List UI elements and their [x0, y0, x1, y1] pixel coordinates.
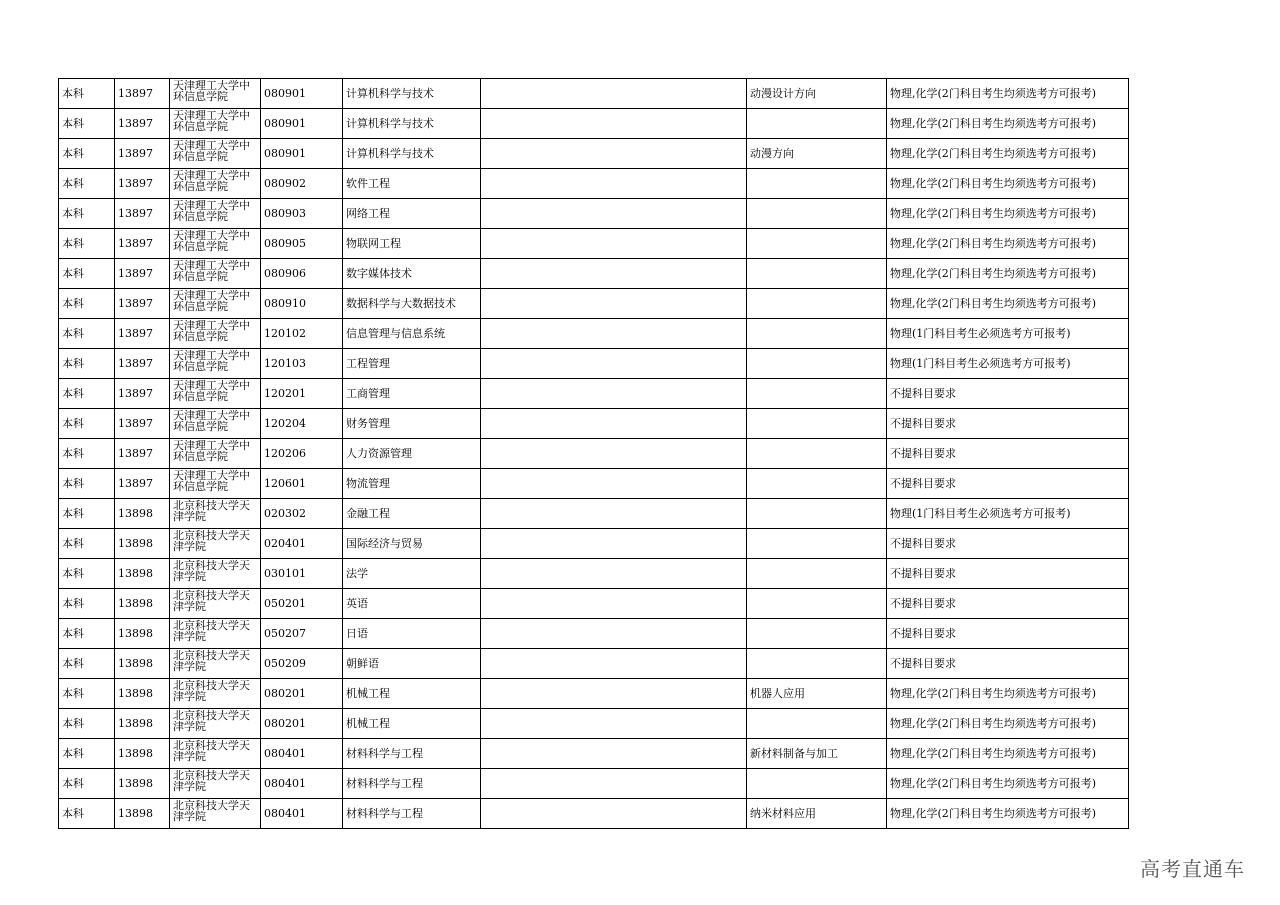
note-cell [481, 619, 747, 649]
major-code-cell: 080401 [261, 739, 343, 769]
direction-cell [747, 169, 887, 199]
school-name-cell: 北京科技大学天津学院 [170, 709, 261, 739]
table-row [59, 769, 1129, 799]
major-name-cell: 国际经济与贸易 [343, 529, 481, 559]
school-code-cell: 13898 [115, 649, 170, 679]
note-cell [481, 79, 747, 109]
major-name-cell: 网络工程 [343, 199, 481, 229]
direction-cell [747, 499, 887, 529]
requirement-cell: 物理,化学(2门科目考生均须选考方可报考) [887, 109, 1129, 139]
requirement-cell: 不提科目要求 [887, 409, 1129, 439]
requirement-cell: 物理,化学(2门科目考生均须选考方可报考) [887, 739, 1129, 769]
level-cell: 本科 [59, 769, 115, 799]
major-name-cell: 工程管理 [343, 349, 481, 379]
requirement-cell: 不提科目要求 [887, 379, 1129, 409]
direction-cell: 动漫设计方向 [747, 79, 887, 109]
note-cell [481, 109, 747, 139]
school-code-cell: 13898 [115, 589, 170, 619]
school-code-cell: 13897 [115, 229, 170, 259]
major-code-cell: 020302 [261, 499, 343, 529]
level-cell: 本科 [59, 679, 115, 709]
note-cell [481, 289, 747, 319]
level-cell: 本科 [59, 229, 115, 259]
school-name-cell: 天津理工大学中环信息学院 [170, 439, 261, 469]
school-code-cell: 13897 [115, 379, 170, 409]
school-name-cell: 天津理工大学中环信息学院 [170, 319, 261, 349]
school-code-cell: 13898 [115, 499, 170, 529]
note-cell [481, 319, 747, 349]
table-row [59, 559, 1129, 589]
note-cell [481, 349, 747, 379]
level-cell: 本科 [59, 559, 115, 589]
major-code-cell: 120102 [261, 319, 343, 349]
table-row [59, 679, 1129, 709]
major-name-cell: 人力资源管理 [343, 439, 481, 469]
level-cell: 本科 [59, 319, 115, 349]
requirement-cell: 物理,化学(2门科目考生均须选考方可报考) [887, 139, 1129, 169]
school-name-cell: 北京科技大学天津学院 [170, 559, 261, 589]
note-cell [481, 649, 747, 679]
note-cell [481, 499, 747, 529]
note-cell [481, 439, 747, 469]
level-cell: 本科 [59, 709, 115, 739]
school-code-cell: 13898 [115, 529, 170, 559]
table-row [59, 469, 1129, 499]
major-code-cell: 080903 [261, 199, 343, 229]
major-code-cell: 080910 [261, 289, 343, 319]
school-name-cell: 北京科技大学天津学院 [170, 589, 261, 619]
table-body [59, 79, 1129, 829]
school-code-cell: 13898 [115, 739, 170, 769]
school-code-cell: 13897 [115, 439, 170, 469]
major-code-cell: 120601 [261, 469, 343, 499]
subject-requirements-table [58, 78, 1129, 829]
school-code-cell: 13898 [115, 559, 170, 589]
level-cell: 本科 [59, 619, 115, 649]
requirement-cell: 不提科目要求 [887, 529, 1129, 559]
requirement-cell: 物理,化学(2门科目考生均须选考方可报考) [887, 289, 1129, 319]
major-code-cell: 080401 [261, 799, 343, 829]
direction-cell [747, 259, 887, 289]
direction-cell [747, 229, 887, 259]
major-name-cell: 材料科学与工程 [343, 739, 481, 769]
school-name-cell: 天津理工大学中环信息学院 [170, 199, 261, 229]
table-row [59, 589, 1129, 619]
requirement-cell: 物理,化学(2门科目考生均须选考方可报考) [887, 799, 1129, 829]
level-cell: 本科 [59, 139, 115, 169]
major-code-cell: 080201 [261, 679, 343, 709]
watermark-text: 高考直通车 [1140, 857, 1245, 881]
major-code-cell: 080901 [261, 139, 343, 169]
level-cell: 本科 [59, 409, 115, 439]
note-cell [481, 559, 747, 589]
table-row [59, 379, 1129, 409]
school-name-cell: 北京科技大学天津学院 [170, 769, 261, 799]
requirement-cell: 不提科目要求 [887, 559, 1129, 589]
major-name-cell: 计算机科学与技术 [343, 139, 481, 169]
requirement-cell: 物理,化学(2门科目考生均须选考方可报考) [887, 229, 1129, 259]
direction-cell [747, 529, 887, 559]
direction-cell [747, 649, 887, 679]
major-code-cell: 050207 [261, 619, 343, 649]
note-cell [481, 199, 747, 229]
major-name-cell: 材料科学与工程 [343, 799, 481, 829]
table-row [59, 619, 1129, 649]
note-cell [481, 529, 747, 559]
major-code-cell: 120103 [261, 349, 343, 379]
major-code-cell: 120206 [261, 439, 343, 469]
level-cell: 本科 [59, 529, 115, 559]
note-cell [481, 739, 747, 769]
major-name-cell: 数据科学与大数据技术 [343, 289, 481, 319]
table-row [59, 109, 1129, 139]
school-code-cell: 13897 [115, 139, 170, 169]
school-name-cell: 天津理工大学中环信息学院 [170, 289, 261, 319]
table-row [59, 799, 1129, 829]
school-name-cell: 天津理工大学中环信息学院 [170, 349, 261, 379]
note-cell [481, 379, 747, 409]
requirement-cell: 物理,化学(2门科目考生均须选考方可报考) [887, 259, 1129, 289]
school-code-cell: 13898 [115, 709, 170, 739]
table-row [59, 409, 1129, 439]
major-code-cell: 080905 [261, 229, 343, 259]
direction-cell [747, 769, 887, 799]
level-cell: 本科 [59, 799, 115, 829]
requirement-cell: 物理,化学(2门科目考生均须选考方可报考) [887, 199, 1129, 229]
school-code-cell: 13897 [115, 349, 170, 379]
direction-cell [747, 199, 887, 229]
level-cell: 本科 [59, 169, 115, 199]
school-name-cell: 天津理工大学中环信息学院 [170, 409, 261, 439]
major-name-cell: 材料科学与工程 [343, 769, 481, 799]
level-cell: 本科 [59, 589, 115, 619]
level-cell: 本科 [59, 499, 115, 529]
school-code-cell: 13897 [115, 409, 170, 439]
school-name-cell: 北京科技大学天津学院 [170, 619, 261, 649]
direction-cell [747, 589, 887, 619]
school-name-cell: 天津理工大学中环信息学院 [170, 379, 261, 409]
major-code-cell: 050209 [261, 649, 343, 679]
direction-cell [747, 109, 887, 139]
level-cell: 本科 [59, 109, 115, 139]
direction-cell: 新材料制备与加工 [747, 739, 887, 769]
table-row [59, 529, 1129, 559]
major-name-cell: 机械工程 [343, 679, 481, 709]
table-row [59, 439, 1129, 469]
requirement-cell: 不提科目要求 [887, 469, 1129, 499]
note-cell [481, 769, 747, 799]
note-cell [481, 259, 747, 289]
level-cell: 本科 [59, 199, 115, 229]
school-code-cell: 13897 [115, 109, 170, 139]
major-name-cell: 财务管理 [343, 409, 481, 439]
table-row [59, 349, 1129, 379]
major-code-cell: 120204 [261, 409, 343, 439]
level-cell: 本科 [59, 289, 115, 319]
school-name-cell: 天津理工大学中环信息学院 [170, 109, 261, 139]
school-code-cell: 13897 [115, 259, 170, 289]
note-cell [481, 139, 747, 169]
table-row [59, 139, 1129, 169]
note-cell [481, 169, 747, 199]
requirement-cell: 不提科目要求 [887, 649, 1129, 679]
table-row [59, 709, 1129, 739]
major-code-cell: 080902 [261, 169, 343, 199]
school-name-cell: 天津理工大学中环信息学院 [170, 139, 261, 169]
school-name-cell: 天津理工大学中环信息学院 [170, 469, 261, 499]
direction-cell [747, 349, 887, 379]
major-code-cell: 120201 [261, 379, 343, 409]
table-row [59, 319, 1129, 349]
direction-cell [747, 619, 887, 649]
school-name-cell: 天津理工大学中环信息学院 [170, 169, 261, 199]
note-cell [481, 469, 747, 499]
note-cell [481, 709, 747, 739]
school-code-cell: 13897 [115, 469, 170, 499]
requirement-cell: 物理,化学(2门科目考生均须选考方可报考) [887, 79, 1129, 109]
major-name-cell: 日语 [343, 619, 481, 649]
level-cell: 本科 [59, 349, 115, 379]
note-cell [481, 679, 747, 709]
table-row [59, 289, 1129, 319]
direction-cell [747, 709, 887, 739]
requirement-cell: 不提科目要求 [887, 589, 1129, 619]
table-row [59, 199, 1129, 229]
major-name-cell: 计算机科学与技术 [343, 109, 481, 139]
level-cell: 本科 [59, 259, 115, 289]
direction-cell: 机器人应用 [747, 679, 887, 709]
major-code-cell: 050201 [261, 589, 343, 619]
table-row [59, 229, 1129, 259]
note-cell [481, 799, 747, 829]
school-name-cell: 北京科技大学天津学院 [170, 679, 261, 709]
school-code-cell: 13897 [115, 319, 170, 349]
requirement-cell: 物理,化学(2门科目考生均须选考方可报考) [887, 709, 1129, 739]
major-name-cell: 朝鲜语 [343, 649, 481, 679]
note-cell [481, 229, 747, 259]
major-code-cell: 080201 [261, 709, 343, 739]
school-name-cell: 北京科技大学天津学院 [170, 499, 261, 529]
direction-cell: 动漫方向 [747, 139, 887, 169]
note-cell [481, 589, 747, 619]
major-code-cell: 080401 [261, 769, 343, 799]
requirement-cell: 物理,化学(2门科目考生均须选考方可报考) [887, 769, 1129, 799]
direction-cell [747, 469, 887, 499]
direction-cell [747, 559, 887, 589]
table-row [59, 169, 1129, 199]
major-name-cell: 金融工程 [343, 499, 481, 529]
note-cell [481, 409, 747, 439]
school-code-cell: 13897 [115, 169, 170, 199]
requirement-cell: 物理(1门科目考生必须选考方可报考) [887, 349, 1129, 379]
school-name-cell: 天津理工大学中环信息学院 [170, 79, 261, 109]
requirement-cell: 不提科目要求 [887, 619, 1129, 649]
major-code-cell: 080906 [261, 259, 343, 289]
school-name-cell: 北京科技大学天津学院 [170, 739, 261, 769]
major-name-cell: 数字媒体技术 [343, 259, 481, 289]
level-cell: 本科 [59, 79, 115, 109]
level-cell: 本科 [59, 439, 115, 469]
major-name-cell: 信息管理与信息系统 [343, 319, 481, 349]
major-name-cell: 英语 [343, 589, 481, 619]
school-name-cell: 北京科技大学天津学院 [170, 649, 261, 679]
school-code-cell: 13898 [115, 799, 170, 829]
major-name-cell: 软件工程 [343, 169, 481, 199]
school-name-cell: 北京科技大学天津学院 [170, 799, 261, 829]
major-name-cell: 机械工程 [343, 709, 481, 739]
major-name-cell: 法学 [343, 559, 481, 589]
school-code-cell: 13897 [115, 199, 170, 229]
direction-cell [747, 439, 887, 469]
major-name-cell: 物联网工程 [343, 229, 481, 259]
school-name-cell: 天津理工大学中环信息学院 [170, 259, 261, 289]
school-code-cell: 13898 [115, 619, 170, 649]
school-name-cell: 北京科技大学天津学院 [170, 529, 261, 559]
school-code-cell: 13897 [115, 289, 170, 319]
requirement-cell: 物理(1门科目考生必须选考方可报考) [887, 499, 1129, 529]
requirement-cell: 物理(1门科目考生必须选考方可报考) [887, 319, 1129, 349]
major-code-cell: 020401 [261, 529, 343, 559]
table-row [59, 79, 1129, 109]
level-cell: 本科 [59, 469, 115, 499]
major-code-cell: 080901 [261, 109, 343, 139]
level-cell: 本科 [59, 649, 115, 679]
major-name-cell: 工商管理 [343, 379, 481, 409]
direction-cell [747, 289, 887, 319]
direction-cell [747, 319, 887, 349]
direction-cell [747, 409, 887, 439]
major-name-cell: 计算机科学与技术 [343, 79, 481, 109]
table-row [59, 499, 1129, 529]
school-code-cell: 13898 [115, 679, 170, 709]
school-code-cell: 13898 [115, 769, 170, 799]
requirement-cell: 物理,化学(2门科目考生均须选考方可报考) [887, 679, 1129, 709]
table-row [59, 739, 1129, 769]
requirement-cell: 不提科目要求 [887, 439, 1129, 469]
school-name-cell: 天津理工大学中环信息学院 [170, 229, 261, 259]
level-cell: 本科 [59, 739, 115, 769]
level-cell: 本科 [59, 379, 115, 409]
table-row [59, 649, 1129, 679]
direction-cell: 纳米材料应用 [747, 799, 887, 829]
requirement-cell: 物理,化学(2门科目考生均须选考方可报考) [887, 169, 1129, 199]
major-name-cell: 物流管理 [343, 469, 481, 499]
direction-cell [747, 379, 887, 409]
table-row [59, 259, 1129, 289]
major-code-cell: 030101 [261, 559, 343, 589]
major-code-cell: 080901 [261, 79, 343, 109]
school-code-cell: 13897 [115, 79, 170, 109]
